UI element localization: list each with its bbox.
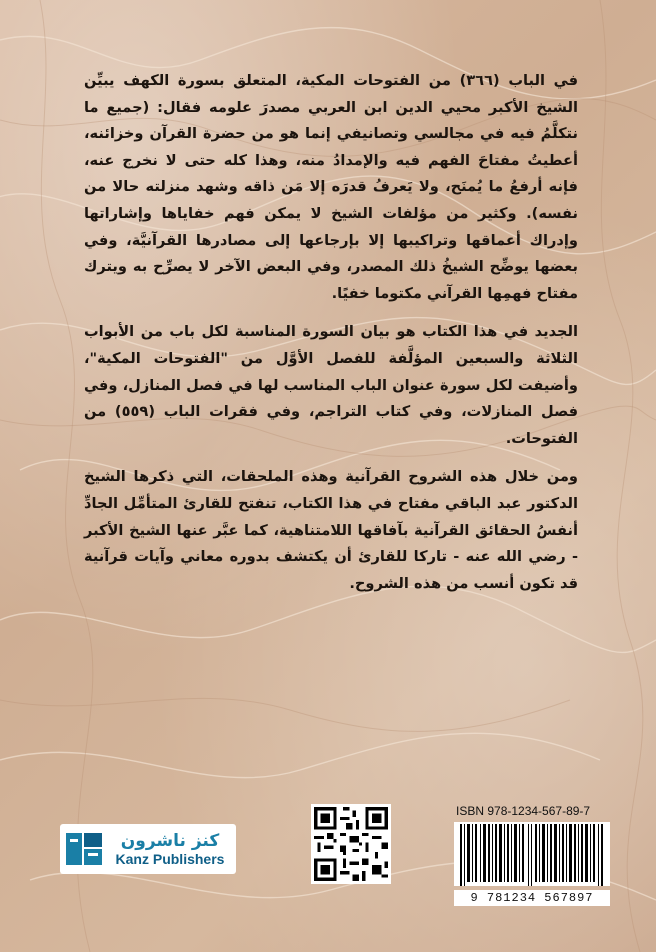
- cover-footer: [0, 800, 656, 910]
- isbn-barcode: [454, 804, 610, 904]
- blurb-paragraph-3: ومن خلال هذه الشروح القرآنية وهذه الملحقات، التي ذكرها الشيخ الدكتور عبد الباقي مفتاح في هذا الكتاب، تنفتح للقارئ المتأمِّل الجادِّ أنفسُ الحقائق القرآنية بآفاقها اللامتناهية، كما عبَّر عنها الشيخ الأكبر - رضي الله عنه - تاركا للقارئ أن يكتشف بدوره معاني وآيات قرآنية قد تكون أنسب من هذه الشروح.: [84, 468, 578, 592]
- blurb-paragraph-2: الجديد في هذا الكتاب هو بيان السورة المناسبة لكل باب من الأبواب الثلاثة والسبعين المؤلَّفة للفصل الأوَّل من "الفتوحات المكية"، وأضيفت لكل سورة عنوان الباب المناسب لها في فصل المنازل، وفي فصل المنازلات، وفي كتاب التراجم، وفي فقرات الباب (٥٥٩) من الفتوحات.: [84, 323, 579, 447]
- blurb: [84, 68, 578, 609]
- isbn-label: ISBN 978-1234-567-89-7: [456, 804, 591, 818]
- publisher-name-english: Kanz Publishers: [115, 850, 225, 867]
- barcode-graphic: [454, 822, 610, 886]
- qr-code: [311, 804, 391, 884]
- publisher-logo: [60, 824, 236, 874]
- publisher-emblem-icon: [64, 829, 104, 869]
- isbn-digits: 9 781234 567897: [454, 890, 610, 906]
- publisher-name-arabic: كنز ناشرون: [120, 830, 220, 851]
- blurb-paragraph-1: في الباب (٣٦٦) من الفتوحات المكية، المتعلق بسورة الكهف يبيِّن الشيخ الأكبر محيي الدين ابن العربي مصدرَ علومه فقال: (جميع ما نتكلَّمُ فيه في مجالسي وتصانيفي إنما هو من حضرة القرآن وخزائنه، أعطيتُ مفتاحَ الفهم فيه والإمدادُ منه، وهذا كله حتى لا نخرج عنه، فإنه أرفعُ ما يُمنَح، ولا يَعرفُ قدرَه إلا مَن ذاقه وشهد منزلته حالا من نفسه). وكثير من مؤلفات الشيخ لا يمكن فهم خفاياها وإشاراتها وإدراك أعماقها وتراكيبها إلا بإرجاعها إلى مصادرها القرآنيَّة، وفي بعضها يوضِّح الشيخُ ذلك المصدر، وفي البعض الآخر لا يصرِّح به ويترك مفتاح فهمِها القرآني مكتوما خفيًا.: [84, 72, 578, 302]
